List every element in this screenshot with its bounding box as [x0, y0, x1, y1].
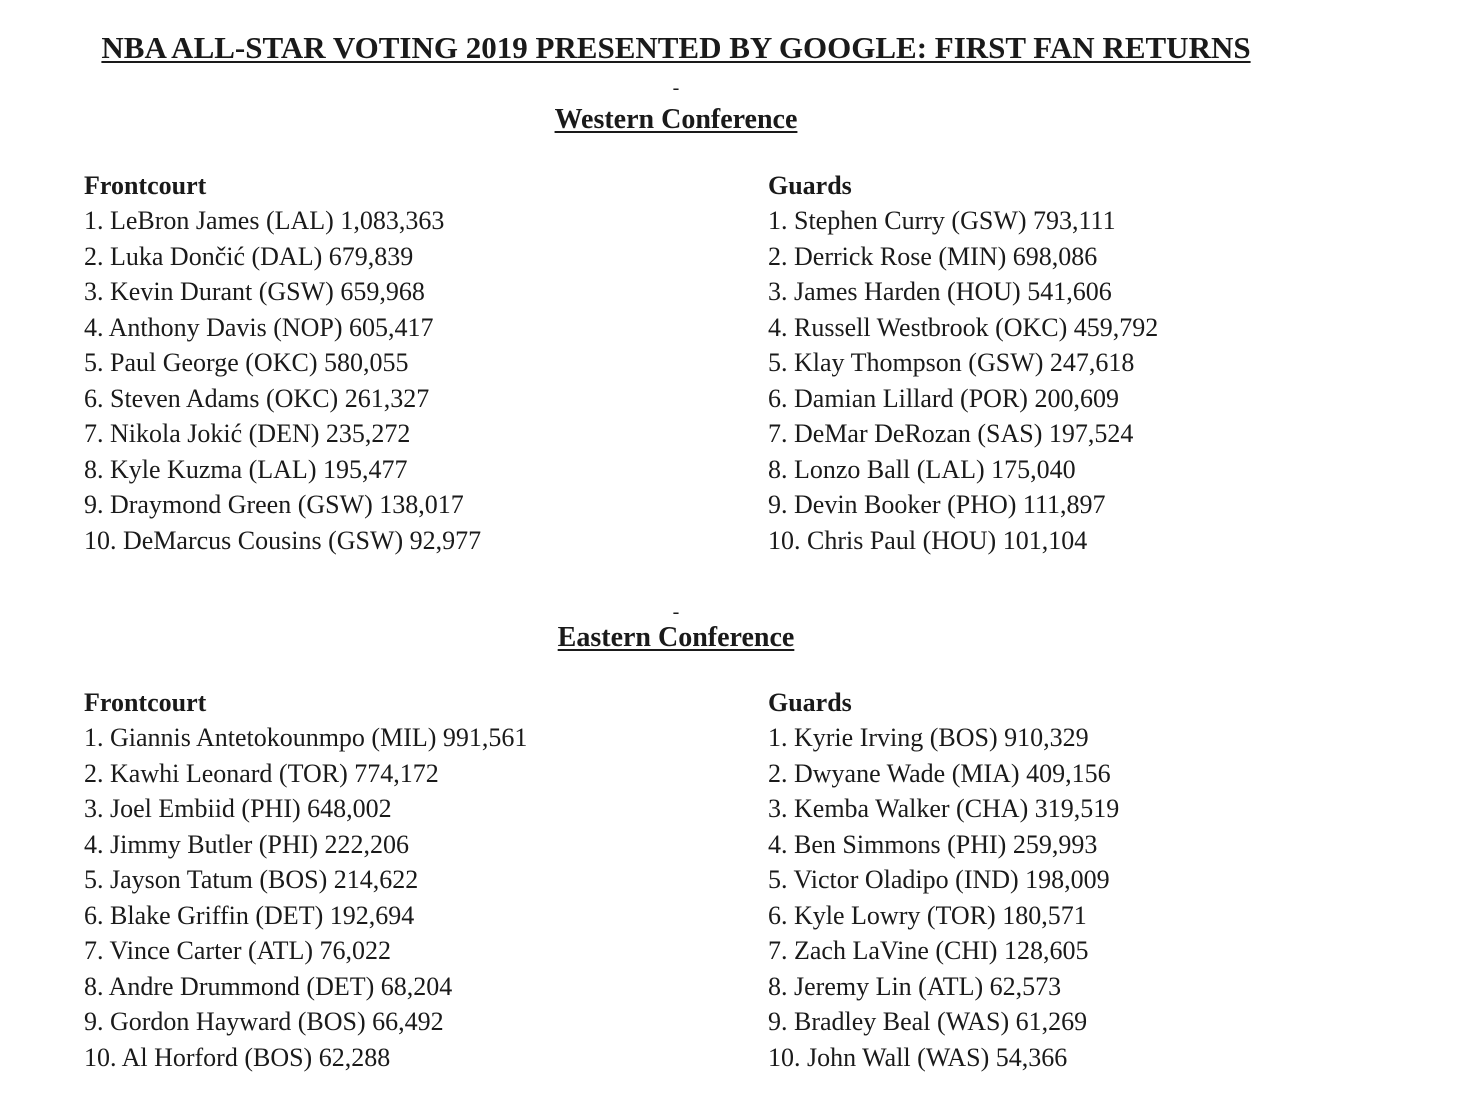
list-item: 2. Dwyane Wade (MIA) 409,156: [768, 758, 1111, 788]
list-item: 1. Stephen Curry (GSW) 793,111: [768, 206, 1116, 235]
list-item: 7. DeMar DeRozan (SAS) 197,524: [768, 419, 1134, 448]
western-conference-title: Western Conference: [554, 104, 798, 135]
list-item: 5. Klay Thompson (GSW) 247,618: [768, 348, 1135, 377]
list-item: 3. James Harden (HOU) 541,606: [768, 277, 1112, 306]
list-item: 7. Vince Carter (ATL) 76,022: [84, 936, 391, 965]
list-item: 8. Andre Drummond (DET) 68,204: [84, 971, 453, 1001]
eastern-frontcourt-heading: Frontcourt: [84, 688, 207, 717]
eastern-guards-heading: Guards: [768, 688, 852, 717]
list-item: 6. Steven Adams (OKC) 261,327: [84, 383, 430, 413]
western-frontcourt-column: [84, 168, 724, 558]
list-item: 2. Kawhi Leonard (TOR) 774,172: [84, 758, 439, 788]
list-item: 9. Bradley Beal (WAS) 61,269: [768, 1007, 1088, 1036]
list-item: 3. Kemba Walker (CHA) 319,519: [768, 794, 1120, 823]
document-title: NBA ALL-STAR VOTING 2019 PRESENTED BY GOOGLE: FIRST FAN RETURNS: [101, 30, 1251, 65]
list-item: 4. Ben Simmons (PHI) 259,993: [768, 829, 1098, 859]
separator-dash: -: [672, 77, 680, 99]
list-item: 10. Al Horford (BOS) 62,288: [84, 1042, 391, 1072]
eastern-guards-column: [768, 685, 1408, 1075]
list-item: 2. Derrick Rose (MIN) 698,086: [768, 241, 1098, 271]
eastern-conference-title: Eastern Conference: [557, 622, 795, 653]
list-item: 9. Draymond Green (GSW) 138,017: [84, 490, 464, 519]
list-item: 6. Blake Griffin (DET) 192,694: [84, 900, 415, 930]
list-item: 8. Kyle Kuzma (LAL) 195,477: [84, 454, 408, 484]
list-item: 7. Zach LaVine (CHI) 128,605: [768, 936, 1089, 965]
list-item: 8. Lonzo Ball (LAL) 175,040: [768, 454, 1076, 484]
list-item: 1. Giannis Antetokounmpo (MIL) 991,561: [84, 723, 528, 752]
list-item: 4. Jimmy Butler (PHI) 222,206: [84, 829, 409, 859]
eastern-frontcourt-column: [84, 685, 724, 1075]
list-item: 2. Luka Dončić (DAL) 679,839: [84, 241, 414, 271]
eastern-guards-list: [768, 720, 1408, 1075]
list-item: 9. Gordon Hayward (BOS) 66,492: [84, 1007, 444, 1036]
list-item: 7. Nikola Jokić (DEN) 235,272: [84, 419, 411, 448]
list-item: 10. DeMarcus Cousins (GSW) 92,977: [84, 525, 482, 555]
list-item: 1. Kyrie Irving (BOS) 910,329: [768, 723, 1089, 752]
western-frontcourt-heading: Frontcourt: [84, 171, 207, 200]
list-item: 6. Kyle Lowry (TOR) 180,571: [768, 900, 1087, 930]
list-item: 3. Joel Embiid (PHI) 648,002: [84, 794, 392, 823]
list-item: 5. Jayson Tatum (BOS) 214,622: [84, 865, 419, 894]
list-item: 10. Chris Paul (HOU) 101,104: [768, 525, 1088, 555]
western-guards-heading: Guards: [768, 171, 852, 200]
list-item: 3. Kevin Durant (GSW) 659,968: [84, 277, 425, 306]
list-item: 1. LeBron James (LAL) 1,083,363: [84, 206, 445, 235]
separator-dash: -: [672, 601, 680, 623]
list-item: 10. John Wall (WAS) 54,366: [768, 1042, 1068, 1072]
western-guards-list: [768, 203, 1408, 558]
list-item: 4. Russell Westbrook (OKC) 459,792: [768, 312, 1159, 342]
list-item: 9. Devin Booker (PHO) 111,897: [768, 490, 1106, 519]
list-item: 6. Damian Lillard (POR) 200,609: [768, 383, 1119, 413]
western-guards-column: [768, 168, 1408, 558]
eastern-frontcourt-list: [84, 720, 724, 1075]
list-item: 4. Anthony Davis (NOP) 605,417: [84, 312, 434, 342]
western-frontcourt-list: [84, 203, 724, 558]
list-item: 5. Paul George (OKC) 580,055: [84, 348, 409, 377]
list-item: 8. Jeremy Lin (ATL) 62,573: [768, 971, 1062, 1001]
list-item: 5. Victor Oladipo (IND) 198,009: [768, 865, 1110, 894]
